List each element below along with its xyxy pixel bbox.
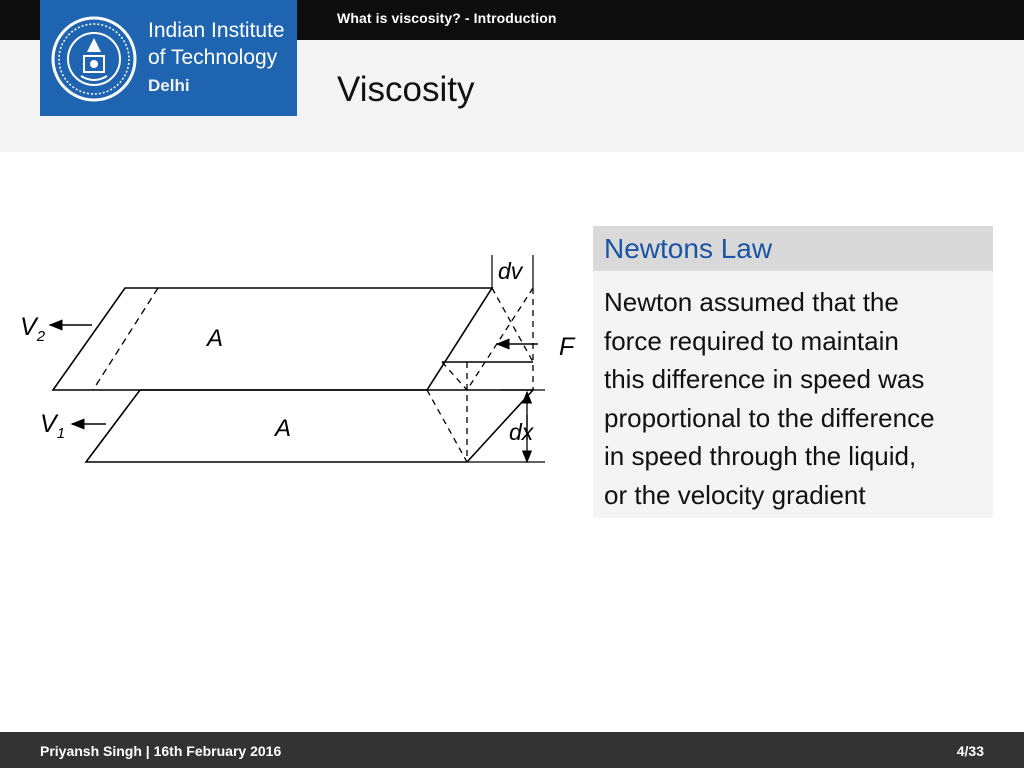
block-line: this difference in speed was [604, 364, 925, 394]
label-dx: dx [509, 419, 534, 445]
label-v1: $V_1$ [40, 410, 66, 442]
dashed-diag-1 [492, 288, 533, 362]
block-line: force required to maintain [604, 325, 899, 356]
emblem-icon [51, 16, 137, 102]
label-area-top: A [207, 325, 224, 352]
label-v2: $V_2$ [20, 313, 46, 345]
page-number: 4/33 [956, 743, 984, 759]
footer-author-date: Priyansh Singh | 16th February 2016 [40, 743, 282, 759]
block-line: or the velocity gradient [604, 479, 866, 510]
block-title: Newtons Law [593, 226, 993, 271]
block-line: proportional to the difference [604, 402, 935, 433]
label-area-bottom: A [275, 415, 292, 442]
block-body [593, 271, 993, 514]
label-dv: dv [498, 258, 523, 284]
section-title[interactable]: What is viscosity? - Introduction [337, 10, 557, 26]
block-line: in speed through the liquid, [604, 441, 917, 471]
newtons-law-block [593, 226, 993, 518]
frame-title: Viscosity [337, 70, 475, 109]
logo-line-2: of Technology [148, 46, 278, 69]
bottom-plate [86, 390, 533, 462]
dashed-diag-2 [467, 288, 533, 390]
institute-logo [40, 0, 297, 116]
logo-line-1: Indian Institute [148, 19, 285, 42]
dashed-diag-3 [427, 390, 467, 462]
top-plate-dashed-edge [93, 288, 158, 390]
label-force: F [559, 333, 575, 361]
footer-bar [0, 732, 1024, 768]
logo-line-3: Delhi [148, 76, 190, 95]
viscosity-diagram [0, 240, 590, 480]
block-line: Newton assumed that the [604, 287, 899, 317]
dashed-diag-4 [442, 362, 467, 390]
top-plate [53, 288, 492, 390]
